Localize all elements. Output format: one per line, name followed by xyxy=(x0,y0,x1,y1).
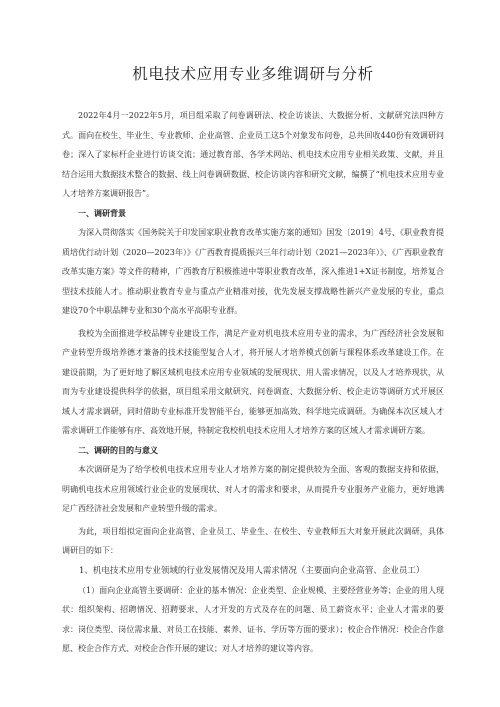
background-paragraph-2: 我校为全面推进学校品牌专业建设工作，满足产业对机电技术应用专业的需求，为广西经济社会发展和产业转型升级培养德才兼备的技术技能型复合人才，将开展人才培养模式创新与课程体系改革建设工作。在建设前期，为了更好地了解区域机电技术应用专业领域的发展现状、用人需求情况，以及人才培养现状，从而为专业建设提供科学的依据，项目组采用文献研究、问卷调查、大数据分析、校企走访等调研方式开展区域人才需求调研，同时借助专业标准开发智能平台，能够更加高效、科学地完成调研。为确保本次区域人才需求调研工作能够有序、高效地开展，特制定我校机电技术应用人才培养方案的区域人才需求调研方案。 xyxy=(62,328,444,435)
intro-paragraph: 2022年4月一2022年5月，项目组采取了问卷调研法、校企访谈法、大数据分析、文献研究法四种方式。面向在校生、毕业生、专业教师、企业高管、企业员工这5个对象发布问卷，总共回收440份有效调研问卷；深入了家标杆企业进行访谈交流；通过教育部、各学术网站、机电技术应用专业相关政策、文献，并且结合运用大数据技术整合的数据、线上问卷调研数据、校企访谈内容和研究文献，编撰了“机电技术应用专业人才培养方案调研报告”。 xyxy=(62,111,444,198)
section-heading-purpose: 二、调研的目的与意义 xyxy=(78,445,158,455)
list-item-detail: （1）面向企业高管主要调研：企业的基本情况：企业类型、企业规模、主要经营业务等；企业的用人现状：组织架构、招聘情况、招聘要求、人才开发的方式及存在的问题、员工薪资水平；企业人才需求的要求：岗位类型、岗位需求量、对员工在技能、素养、证书、学历等方面的要求）；校企合作情况：校企合作意愿、校企合作方式、对校企合作开展的建议；对人才培养的建议等内容。 xyxy=(62,585,444,653)
document-body xyxy=(62,106,444,659)
background-paragraph-1: 为深入贯彻落实《国务院关于印发国家职业教育改革实施方案的通知》国发〔2019〕4号、《职业教育提质培优行动计划（2020—2023年）》《广西教育提质振兴三年行动计划（2021—2023年）》、《广西职业教育改革实施方案》等文件的精神，广西教育厅积极推进中等职业教育改革，深入推进1+X证书制度，培养复合型技术技能人才。推动职业教育专业与重点产业精准对接，优先发展支撑战略性新兴产业发展的专业，重点建设70个中职品牌专业和30个高水平高职专业群。 xyxy=(62,228,444,315)
section-heading-background: 一、调研背景 xyxy=(78,208,126,218)
purpose-paragraph-1: 本次调研是为了给学校机电技术应用专业人才培养方案的制定提供较为全面、客观的数据支持和依据，明确机电技术应用领域行业企业的发展现状、对人才的需求和要求，从而提升专业服务产业能力，更好地满足广西经济社会发展和产业转型升级的需求。 xyxy=(62,465,444,513)
list-item-heading: 1、机电技术应用专业领域的行业发展情况及用人需求情况（主要面向企业高管、企业员工） xyxy=(79,565,425,576)
document-title: 机电技术应用专业多维调研与分析 xyxy=(132,65,374,83)
purpose-paragraph-2: 为此，项目组拟定面向企业高管、企业员工、毕业生、在校生、专业教师五大对象开展此次调研，具体调研目的如下： xyxy=(62,526,444,555)
